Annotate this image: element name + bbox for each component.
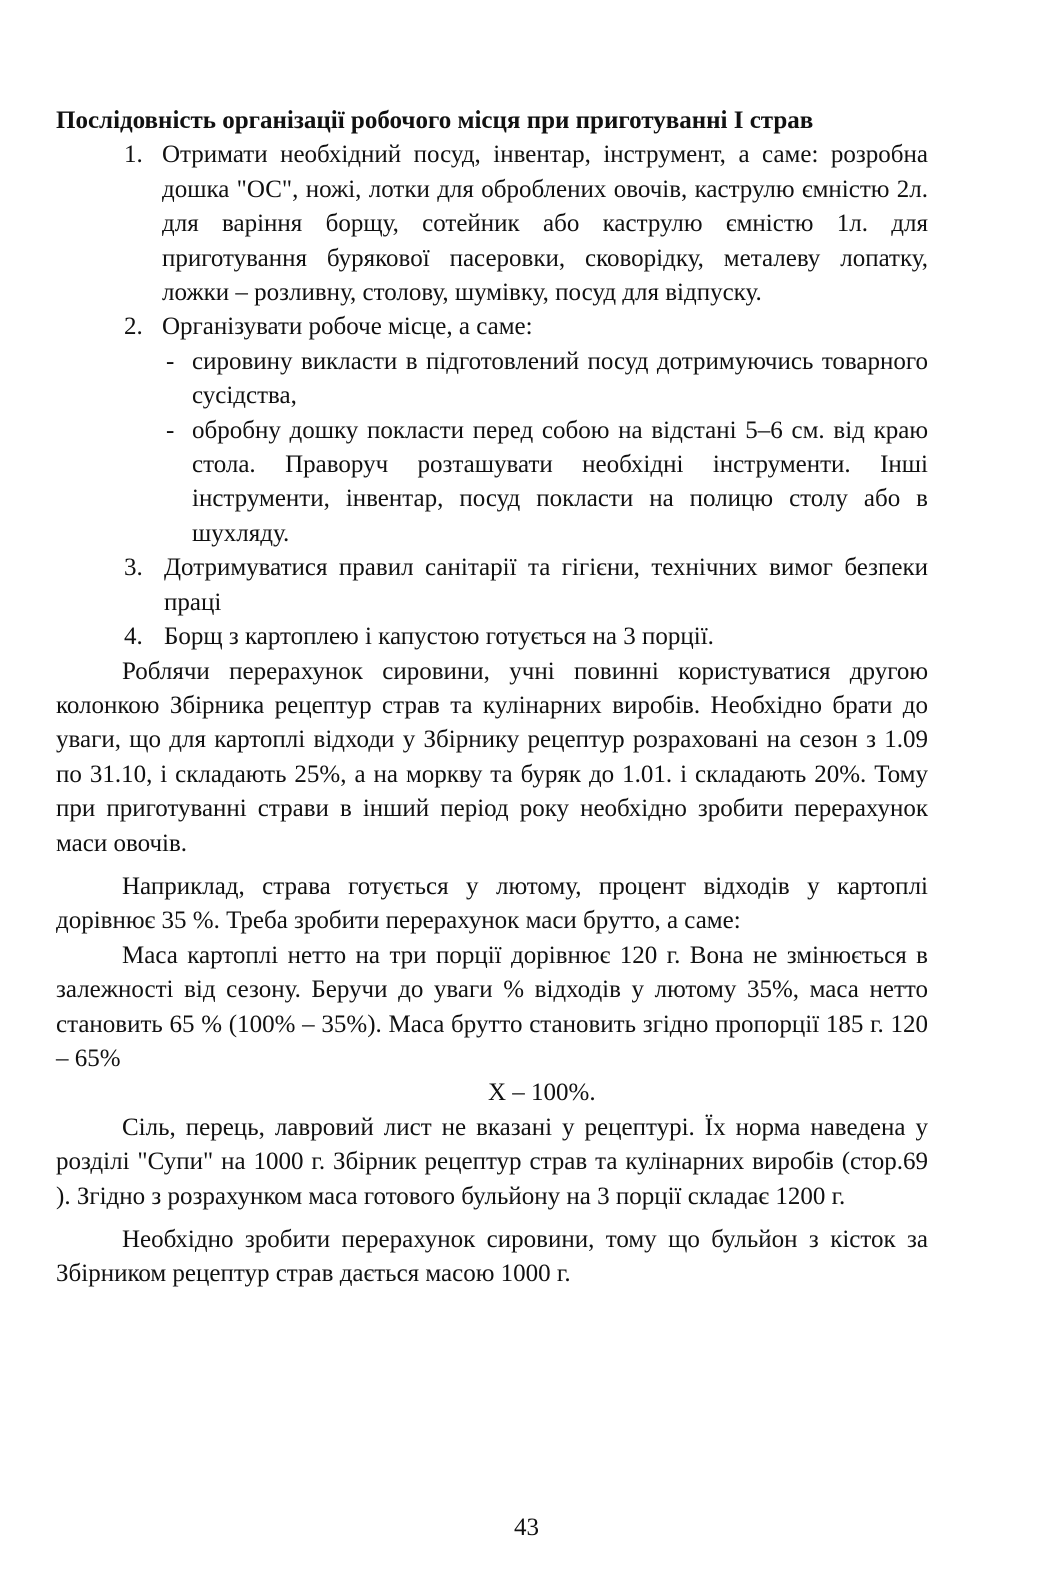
dash-marker: - — [166, 416, 175, 444]
item-text: Організувати робоче місце, а саме: — [162, 313, 533, 341]
item-number: 3. — [124, 554, 143, 582]
page-content — [56, 104, 928, 1292]
paragraph-potato-mass: Маса картоплі нетто на три порції дорівнює 120 г. Вона не змінюється в залежності від сезону. Беручи до уваги % відходів у лютому 35%, маса нетто становить 65 % (100% – 35%). Маса брутто становить згідно пропорції 185 г. 120 – 65% — [56, 941, 928, 1072]
paragraph-broth: Необхідно зробити перерахунок сировини, тому що бульйон з кісток за Збірником рецептур страв дається масою 1000 г. — [56, 1226, 928, 1288]
page-title: Послідовність організації робочого місця при приготуванні І страв — [56, 107, 814, 134]
dash-marker: - — [166, 347, 175, 375]
sub-list — [162, 345, 928, 551]
item-text: Борщ з картоплею і капустою готується на 3 порції. — [164, 623, 714, 651]
sub-item-text: сировину викласти в підготовлений посуд дотримуючись товарного сусідства, — [192, 347, 928, 410]
paragraph-recalculation: Роблячи перерахунок сировини, учні повинні користуватися другою колонкою Збірника рецептур страв та кулінарних виробів. Необхідно брати до уваги, що для картоплі відходи у Збірнику рецептур розраховані на сезон з 1.09 по 31.10, і складають 25%, а на моркву та буряк до 1.01. і складають 20%. Тому при приготуванні страви в інший період року необхідно зробити перерахунок маси овочів. — [56, 657, 928, 857]
list-item — [56, 310, 928, 551]
list-item — [56, 620, 928, 654]
sub-item-text: обробну дошку покласти перед собою на відстані 5–6 см. від краю стола. Праворуч розташувати необхідні інструменти. Інші інструменти, інвентар, посуд покласти на полицю столу або в шухляду. — [192, 416, 928, 547]
item-text: Дотримуватися правил санітарії та гігієни, технічних вимог безпеки праці — [164, 554, 928, 616]
sub-list-item — [162, 414, 928, 552]
item-number: 4. — [124, 623, 143, 651]
item-number: 2. — [124, 313, 143, 341]
paragraph-seasoning: Сіль, перець, лавровий лист не вказані у рецептурі. Їх норма наведена у розділі "Супи" на 1000 г. Збірник рецептур страв та кулінарних виробів (стор.69 ). Згідно з розрахунком маса готового бульйону на 3 порції складає 1200 г. — [56, 1113, 928, 1210]
steps-list — [56, 138, 928, 654]
item-text: Отримати необхідний посуд, інвентар, інструмент, а саме: розробна дошка "ОС", ножі, лотки для оброблених овочів, каструлю ємністю 2л. для варіння борщу, сотейник або каструлю ємністю 1л. для приготування бурякової пасеровки, сковорідку, металеву лопатку, ложки – розливну, столову, шумівку, посуд для відпуску. — [162, 141, 928, 307]
list-item — [56, 138, 928, 310]
list-item — [56, 551, 928, 620]
paragraph-example: Наприклад, страва готується у лютому, процент відходів у картоплі дорівнює 35 %. Треба зробити перерахунок маси брутто, а саме: — [56, 872, 928, 935]
sub-list-item — [162, 345, 928, 414]
item-number: 1. — [124, 141, 143, 169]
page-number: 43 — [514, 1514, 539, 1541]
proportion-line: Х – 100%. — [488, 1079, 596, 1107]
